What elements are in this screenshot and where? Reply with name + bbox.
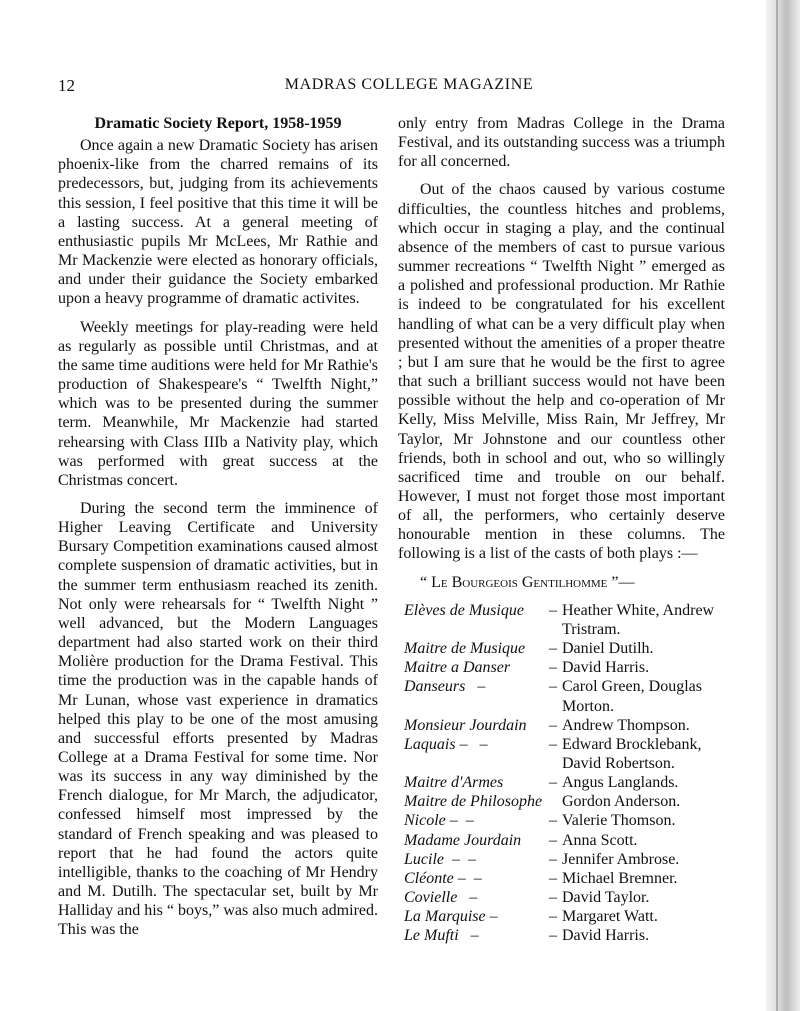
cast-dash: – [549,678,557,696]
cast-role: Danseurs – [404,678,486,696]
cast-dash: – [549,640,557,658]
paragraph: Weekly meetings for play-reading were held as regularly as possible until Christmas, and at the same time auditions were held for Mr Rathie's production of Shakespeare's “ Twelfth Night,” which was to be presented during the summer term. Meanwhile, Mr Mackenzie had started rehearsing with Class IIIb a Nativity play, which was performed with great success at the Christmas concert. [58,318,378,489]
cast-role: Covielle – [404,889,478,907]
cast-actor: David Harris. [562,659,650,677]
cast-actor: Edward Brocklebank, David Robertson. [562,735,702,772]
page-edge [766,0,800,1011]
cast-row [404,792,726,811]
paragraph: Out of the chaos caused by various costume difficulties, the countless hitches and problems, which occur in staging a play, and the continual absence of the members of cast to pursue various summer recreations “ Twelfth Night ” emerged as a polished and professional production. Mr Rathie is indeed to be congratulated for his excellent handling of what can be a very difficult play when presented without the amenities of a proper theatre ; but I am sure that he would be the first to agree that such a brilliant success would not have been possible without the help and co-operation of Mr Kelly, Miss Melville, Miss Rain, Mr Jeffrey, Mr Taylor, Mr Johnstone and our countless other friends, both in school and out, who so willingly sacrificed time and trouble on our behalf. However, I must not forget those most important of all, the performers, who certainly deserve honourable mention in these columns. The following is a list of the casts of both plays :— [398,181,725,563]
cast-role: Le Mufti – [404,927,479,945]
paragraph-continued: only entry from Madras College in the Drama Festival, and its outstanding success was a triumph for all concerned. [398,115,725,171]
cast-role: Laquais – – [404,735,488,753]
cast-actor: Anna Scott. [562,831,638,849]
cast-row [404,639,726,658]
cast-actor: David Harris. [562,927,650,945]
paragraph: During the second term the imminence of Higher Leaving Certificate and University Bursary Competition examinations caused almost complete suspension of dramatic activities, but in the summer term enthusiasm reached its zenith. Not only were rehearsals for “ Twelfth Night ” well advanced, but the Modern Languages department had also started work on their third Molière production for the Drama Festival. This time the production was in the capable hands of Mr Lunan, whose vast experience in dramatics helped this play to be one of the most amusing and successful efforts presented by Madras College at a Drama Festival for some time. Nor was its success in any way diminished by the French dialogue, for Mr March, the adjudicator, confessed himself most impressed by the standard of French speaking and was pleased to report that he had found the actors quite intelligible, thanks to the coaching of Mr Hendry and M. Dutilh. The spectacular set, built by Mr Halliday and his “ boys,” was also much admired. This was the [58,499,378,939]
cast-row [404,658,726,677]
cast-dash: – [549,869,557,887]
cast-dash: – [549,889,557,907]
cast-dash: – [549,659,557,677]
cast-row [404,716,726,735]
cast-actor: Jennifer Ambrose. [562,850,680,868]
cast-row [404,888,726,907]
cast-dash: – [549,831,557,849]
cast-row [404,811,726,830]
cast-row [404,907,726,926]
cast-dash: – [549,812,557,830]
right-column [398,114,725,946]
cast-row [404,677,726,715]
cast-row [404,773,726,792]
cast-row [404,831,726,850]
cast-role: Maitre de Philosophe [404,793,543,811]
cast-heading: “ Le Bourgeois Gentilhomme ”— [420,573,635,591]
page-number: 12 [58,76,75,95]
cast-role: Maitre de Musique [404,640,526,658]
cast-role: Lucile – – [404,850,476,868]
paragraph: Once again a new Dramatic Society has arisen phoenix-like from the charred remains of its predecessors, but, judging from its achievements this session, I feel positive that this time it will be a lasting success. At a general meeting of enthusiastic pupils Mr McLees, Mr Rathie and Mr Mackenzie were elected as honorary officials, and under their guidance the Society embarked upon a heavy programme of dramatic activites. [58,137,378,308]
article-title: Dramatic Society Report, 1958-1959 [94,115,342,132]
cast-role: Nicole – – [404,812,474,830]
cast-dash: – [549,735,557,753]
cast-actor: Carol Green, Douglas Morton. [562,678,702,715]
cast-actor: Michael Bremner. [562,869,678,887]
cast-dash: – [549,927,557,945]
cast-role: Cléonte – – [404,869,482,887]
cast-actor: Angus Langlands. [562,774,679,792]
cast-role: Maitre a Danser [404,659,511,677]
cast-actor: Gordon Anderson. [562,793,681,811]
cast-role: La Marquise – [404,908,498,926]
cast-actor: Margaret Watt. [562,908,658,926]
cast-role: Maitre d'Armes [404,774,504,792]
cast-dash: – [549,716,557,734]
cast-actor: Daniel Dutilh. [562,640,654,658]
cast-actor: David Taylor. [562,889,650,907]
cast-actor: Andrew Thompson. [562,716,690,734]
cast-table [404,601,726,946]
magazine-title: MADRAS COLLEGE MAGAZINE [284,76,534,93]
cast-dash: – [549,601,557,619]
cast-dash: – [549,908,557,926]
cast-dash: – [549,850,557,868]
cast-row [404,869,726,888]
cast-role: Elèves de Musique [404,601,524,619]
cast-dash [544,792,562,811]
cast-dash: – [549,774,557,792]
cast-row [404,601,726,639]
cast-row [404,850,726,869]
cast-role: Monsieur Jourdain [404,716,527,734]
cast-row [404,735,726,773]
cast-row [404,926,726,945]
page-header [58,76,760,100]
left-column [58,114,378,949]
cast-actor: Valerie Thomson. [562,812,676,830]
cast-actor: Heather White, Andrew Tristram. [562,601,715,638]
cast-role: Madame Jourdain [404,831,522,849]
